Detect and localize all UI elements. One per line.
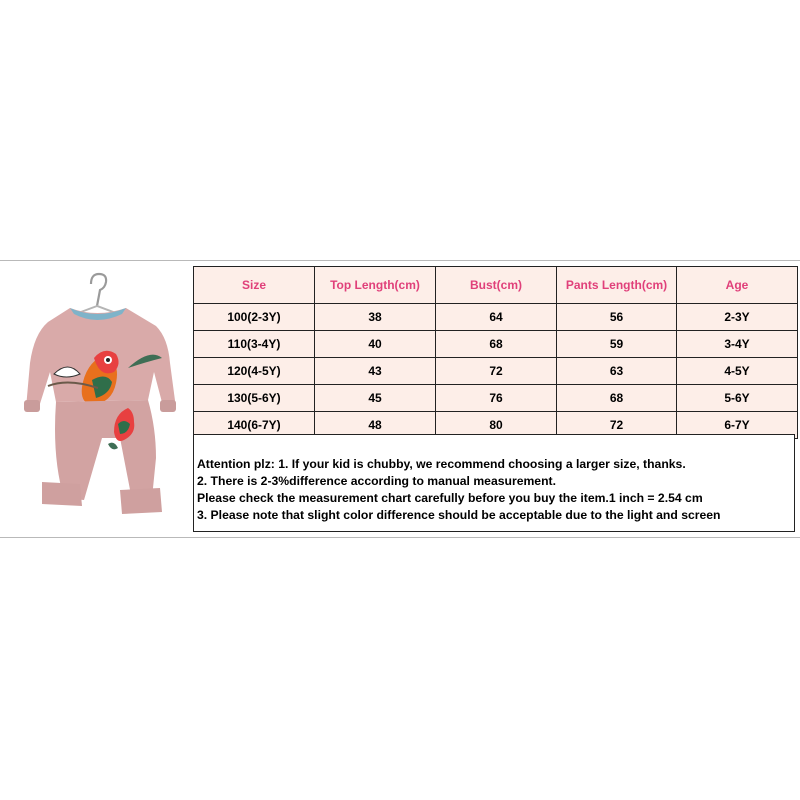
cell-size: 110(3-4Y) (194, 331, 315, 358)
cell-age: 3-4Y (677, 331, 798, 358)
bottom-frame-line (0, 537, 800, 538)
note-line: Attention plz: 1. If your kid is chubby, we recommend choosing a larger size, thanks. (197, 457, 686, 471)
cell-top-length: 38 (315, 304, 436, 331)
top-frame-line (0, 260, 800, 261)
header-row (194, 267, 798, 304)
cell-size: 120(4-5Y) (194, 358, 315, 385)
cell-top-length: 48 (315, 412, 436, 439)
header-age: Age (677, 267, 798, 304)
cell-top-length: 45 (315, 385, 436, 412)
cell-pants-length: 72 (557, 412, 677, 439)
cell-size: 130(5-6Y) (194, 385, 315, 412)
product-photo (8, 268, 190, 530)
note-line: 3. Please note that slight color difference should be acceptable due to the light and screen (197, 508, 721, 522)
cell-pants-length: 63 (557, 358, 677, 385)
cell-bust: 64 (436, 304, 557, 331)
notes-box (193, 434, 795, 532)
cell-bust: 76 (436, 385, 557, 412)
cell-pants-length: 59 (557, 331, 677, 358)
header-size: Size (194, 267, 315, 304)
cell-age: 5-6Y (677, 385, 798, 412)
cell-bust: 80 (436, 412, 557, 439)
cell-pants-length: 68 (557, 385, 677, 412)
cell-bust: 72 (436, 358, 557, 385)
cell-size: 140(6-7Y) (194, 412, 315, 439)
table-row (194, 331, 798, 358)
cell-age: 4-5Y (677, 358, 798, 385)
cell-pants-length: 56 (557, 304, 677, 331)
header-pants-length: Pants Length(cm) (557, 267, 677, 304)
header-top-length: Top Length(cm) (315, 267, 436, 304)
sweatshirt-icon (24, 308, 176, 412)
table-row (194, 358, 798, 385)
header-bust: Bust(cm) (436, 267, 557, 304)
cell-size: 100(2-3Y) (194, 304, 315, 331)
cell-age: 6-7Y (677, 412, 798, 439)
table-row (194, 385, 798, 412)
pants-icon (42, 400, 162, 514)
size-chart-table (193, 266, 798, 439)
cell-age: 2-3Y (677, 304, 798, 331)
note-line: Please check the measurement chart carefully before you buy the item.1 inch = 2.54 cm (197, 491, 703, 505)
cell-top-length: 40 (315, 331, 436, 358)
table-row (194, 304, 798, 331)
cell-top-length: 43 (315, 358, 436, 385)
cell-bust: 68 (436, 331, 557, 358)
note-line: 2. There is 2-3%difference according to manual measurement. (197, 474, 556, 488)
